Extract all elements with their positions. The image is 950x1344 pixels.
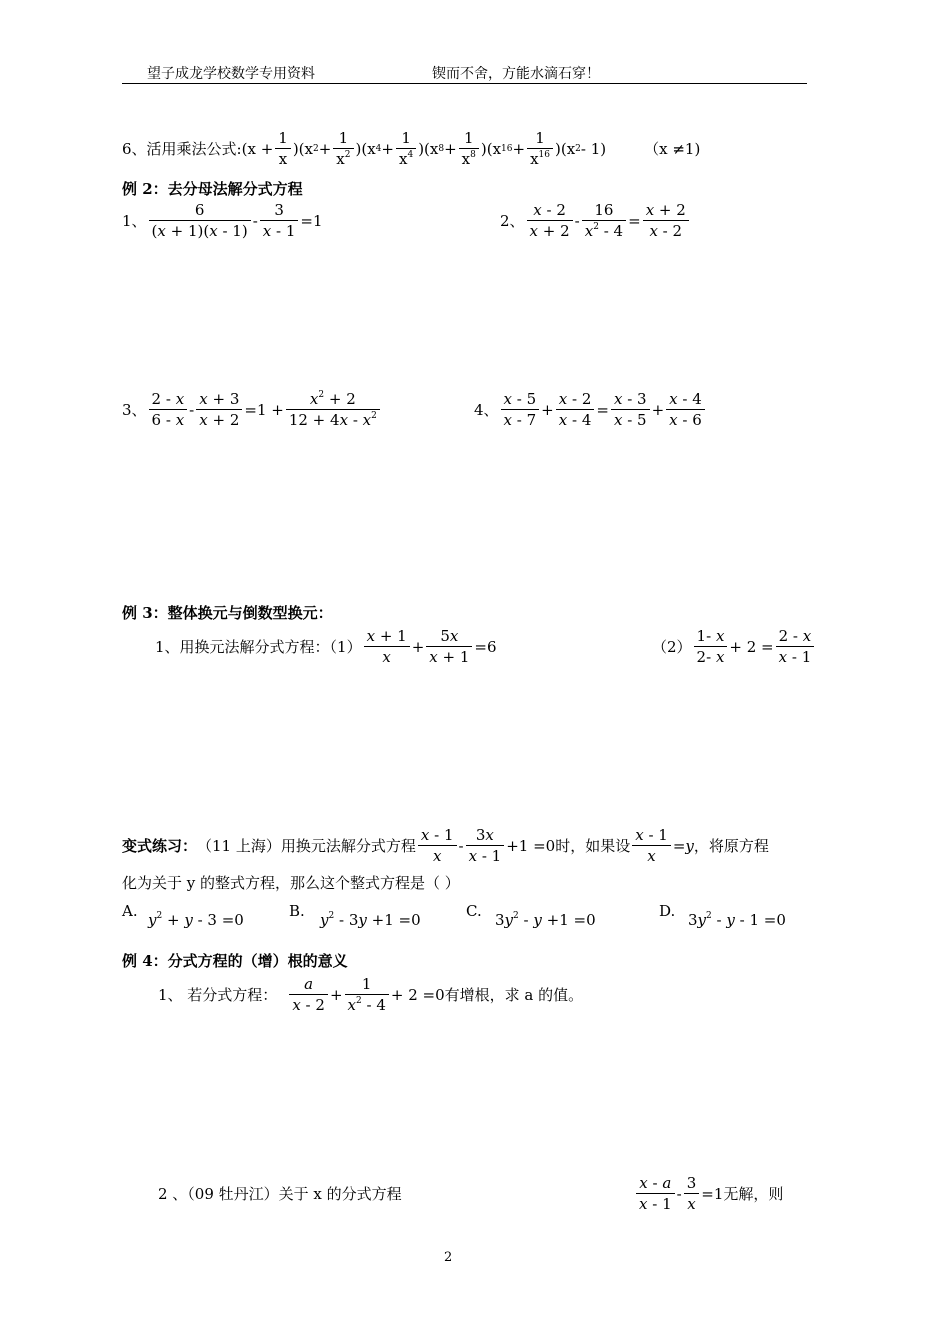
page-number: 2 — [444, 1250, 453, 1265]
example-2-problem-2 — [500, 200, 691, 241]
variant-substitution: $\frac{x - 1}{x}$ = y — [630, 825, 694, 866]
problem-4-label: 4、 — [474, 401, 499, 419]
example-3-problem-2 — [652, 626, 816, 667]
example-2-problem-4 — [474, 389, 707, 430]
example-4-problem-2 — [634, 1173, 783, 1214]
problem-3-equation: $\frac{2 - x}{6 - x}$ - $\frac{x + 3}{x + 2}$ =1 + $\frac{x^2 + 2}{12 + 4x - x^2}$ — [147, 389, 382, 430]
example-4-label-1: 1、 若分式方程： — [158, 986, 278, 1004]
variant-text-2: 时，如果设 — [555, 837, 631, 855]
example-4-problem-1 — [158, 974, 583, 1015]
problem-2-label: 2、 — [500, 212, 525, 230]
example-4-title: 例 4：分式方程的（增）根的意义 — [122, 952, 348, 970]
variant-line-2: 化为关于 y 的整式方程，那么这个整式方程是（ ） — [122, 874, 460, 892]
problem-1-label: 1、 — [122, 212, 147, 230]
example-3-title: 例 3：整体换元与倒数型换元： — [122, 604, 333, 622]
option-a-equation: $y^2 + y - 3 =0$ — [148, 911, 244, 929]
example-3-label-1: 1、用换元法解分式方程：（1） — [155, 638, 362, 656]
problem-1-equation: $\frac{6}{(x + 1)(x - 1)}$ - $\frac{3}{x - 1}$ =1 — [147, 200, 323, 241]
example-4-equation-1: $\frac{a}{x - 2}$ + $\frac{1}{x^2 - 4}$ + 2 =0 — [287, 974, 444, 1015]
option-d-equation: $3y^2 - y - 1 =0$ — [688, 911, 786, 929]
variant-title: 变式练习： — [122, 837, 198, 855]
example-4-tail-1: 有增根，求 a 的值。 — [444, 986, 584, 1004]
header-right: 锲而不舍，方能水滴石穿！ — [432, 66, 600, 82]
example-2-problem-1 — [122, 200, 323, 241]
variant-text-1: （11 上海）用换元法解分式方程 — [197, 837, 416, 855]
question-6-condition: （x ≠1) — [644, 140, 701, 158]
example-3-equation-1: $\frac{x + 1}{x}$ + $\frac{5x}{x + 1}$ =6 — [362, 626, 497, 667]
example-4-label-2: 2 、（09 牡丹江）关于 x 的分式方程 — [158, 1185, 402, 1203]
example-3-equation-2: $\frac{1- x}{2- x}$ + 2 = $\frac{2 - x}{x - 1}$ — [692, 626, 817, 667]
header-left: 望子成龙学校数学专用资料 — [147, 66, 315, 82]
example-2-title: 例 2：去分母法解分式方程 — [122, 180, 303, 198]
example-4-tail-2: 无解，则 — [723, 1185, 784, 1203]
option-b-label: B. — [289, 902, 305, 920]
option-c-label: C. — [466, 902, 482, 920]
question-6 — [122, 128, 700, 169]
option-a-label: A. — [122, 902, 138, 920]
option-b-equation: $y^2 - 3y +1 =0$ — [320, 911, 421, 929]
problem-3-label: 3、 — [122, 401, 147, 419]
example-3-problem-1 — [155, 626, 497, 667]
question-6-label: 6、活用乘法公式: — [122, 140, 242, 158]
variant-exercise-line-1 — [122, 825, 769, 866]
example-3-label-2: （2） — [652, 638, 692, 656]
header-rule — [122, 83, 807, 84]
option-c-equation: $3y^2 - y +1 =0$ — [495, 911, 596, 929]
problem-4-equation: $\frac{x - 5}{x - 7}$ + $\frac{x - 2}{x - 4}$ = $\frac{x - 3}{x - 5}$ + $\frac{x - 4}{x - 6}$ — [499, 389, 707, 430]
question-6-expression: (x + $\frac{1}{x}$ )(x 2 + $\frac{1}{x^2}$ )(x 4 + $\frac{1}{x^4}$ )(x 8 + $\frac{1}{x^8}$ )(x 16 + $\frac{1}{x^{16}}$ )(x 2 - 1) — [241, 129, 607, 168]
problem-2-equation: $\frac{x - 2}{x + 2}$ - $\frac{16}{x^2 - 4}$ = $\frac{x + 2}{x - 2}$ — [525, 200, 691, 241]
option-d-label: D. — [659, 902, 676, 920]
variant-text-3: ，将原方程 — [693, 837, 769, 855]
example-4-equation-2: $\frac{x - a}{x - 1}$ - $\frac{3}{x}$ =1 — [634, 1173, 723, 1214]
example-2-problem-3 — [122, 389, 382, 430]
variant-equation: $\frac{x - 1}{x}$ - $\frac{3x}{x - 1}$ +1 =0 — [416, 825, 555, 866]
